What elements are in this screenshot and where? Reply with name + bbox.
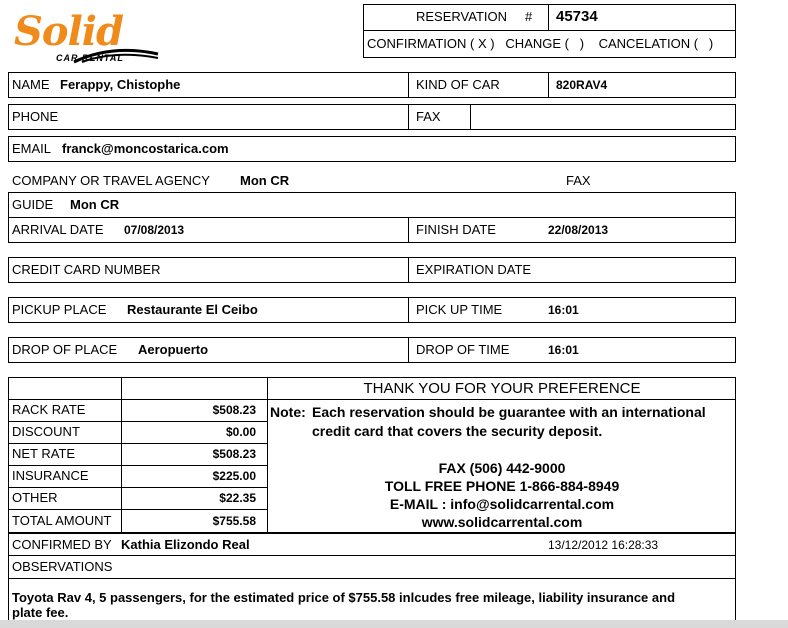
reservation-number: 45734 — [556, 8, 598, 25]
phone-row — [8, 104, 736, 130]
rate-label: OTHER — [12, 490, 58, 505]
car-label: KIND OF CAR — [416, 77, 500, 92]
email-label: EMAIL — [12, 141, 52, 156]
rate-label: DISCOUNT — [12, 424, 80, 439]
company-fax-label: FAX — [566, 173, 591, 188]
arrival-value: 07/08/2013 — [124, 223, 185, 237]
pickup-row — [8, 297, 736, 323]
observations-text-line-1: Toyota Rav 4, 5 passengers, for the estimated price of $755.58 inlcudes free mileage, liability insurance and — [12, 590, 676, 605]
company-logo — [12, 8, 162, 68]
expiration-label: EXPIRATION DATE — [416, 262, 532, 277]
email-value: franck@moncostarica.com — [62, 141, 229, 156]
pickup-value: Restaurante El Ceibo — [127, 302, 258, 317]
arrival-label: ARRIVAL DATE — [12, 222, 104, 237]
observations-label: OBSERVATIONS — [12, 559, 113, 574]
drop-time-value: 16:01 — [548, 343, 579, 357]
timestamp: 13/12/2012 16:28:33 — [548, 538, 659, 552]
contact-email[interactable]: E-MAIL : info@solidcarrental.com — [389, 496, 615, 512]
car-value: 820RAV4 — [556, 78, 608, 92]
confirmed-value: Kathia Elizondo Real — [121, 537, 250, 552]
rate-value: $508.23 — [212, 447, 256, 461]
company-label: COMPANY OR TRAVEL AGENCY — [12, 173, 210, 188]
rate-label: RACK RATE — [12, 402, 86, 417]
phone-label: PHONE — [12, 109, 59, 124]
reservation-status: CONFIRMATION ( X ) CHANGE ( ) CANCELATION ( ) — [367, 36, 714, 51]
name-value: Ferappy, Chistophe — [60, 77, 181, 92]
note-line-1: Each reservation should be guarantee with an international — [312, 404, 706, 420]
credit-card-label: CREDIT CARD NUMBER — [12, 262, 161, 277]
drop-value: Aeropuerto — [138, 342, 209, 357]
logo-subtitle: CAR RENTAL — [56, 53, 124, 63]
fax-label: FAX — [416, 109, 441, 124]
rate-value: $755.58 — [212, 514, 256, 528]
pickup-label: PICKUP PLACE — [12, 302, 107, 317]
rate-value: $22.35 — [219, 491, 256, 505]
notice-heading: THANK YOU FOR YOUR PREFERENCE — [363, 380, 641, 397]
rate-label: INSURANCE — [12, 468, 89, 483]
guide-label: GUIDE — [12, 197, 54, 212]
note-line-2: credit card that covers the security deposit. — [312, 423, 603, 439]
confirmed-label: CONFIRMED BY — [12, 537, 112, 552]
name-label: NAME — [12, 77, 50, 92]
rate-label: NET RATE — [12, 446, 76, 461]
pickup-time-value: 16:01 — [548, 303, 579, 317]
finish-value: 22/08/2013 — [548, 223, 609, 237]
rate-value: $0.00 — [225, 425, 256, 439]
viewer-bottom-edge — [0, 620, 788, 628]
logo-brand-text: Solid — [14, 8, 123, 55]
drop-time-label: DROP OF TIME — [416, 342, 510, 357]
reservation-label: RESERVATION — [416, 9, 508, 24]
rate-label: TOTAL AMOUNT — [12, 513, 112, 528]
note-label: Note: — [270, 404, 306, 420]
reservation-hash: # — [525, 9, 533, 24]
pickup-time-label: PICK UP TIME — [416, 302, 503, 317]
guide-value: Mon CR — [70, 197, 120, 212]
finish-label: FINISH DATE — [416, 222, 496, 237]
company-value: Mon CR — [240, 173, 290, 188]
contact-toll-free: TOLL FREE PHONE 1-866-884-8949 — [384, 478, 620, 494]
rate-value: $225.00 — [212, 469, 256, 483]
rate-value: $508.23 — [212, 403, 256, 417]
contact-website[interactable]: www.solidcarrental.com — [421, 514, 583, 530]
observations-text-line-2: plate fee. — [12, 605, 69, 620]
contact-fax: FAX (506) 442-9000 — [438, 460, 566, 476]
drop-label: DROP OF PLACE — [12, 342, 118, 357]
